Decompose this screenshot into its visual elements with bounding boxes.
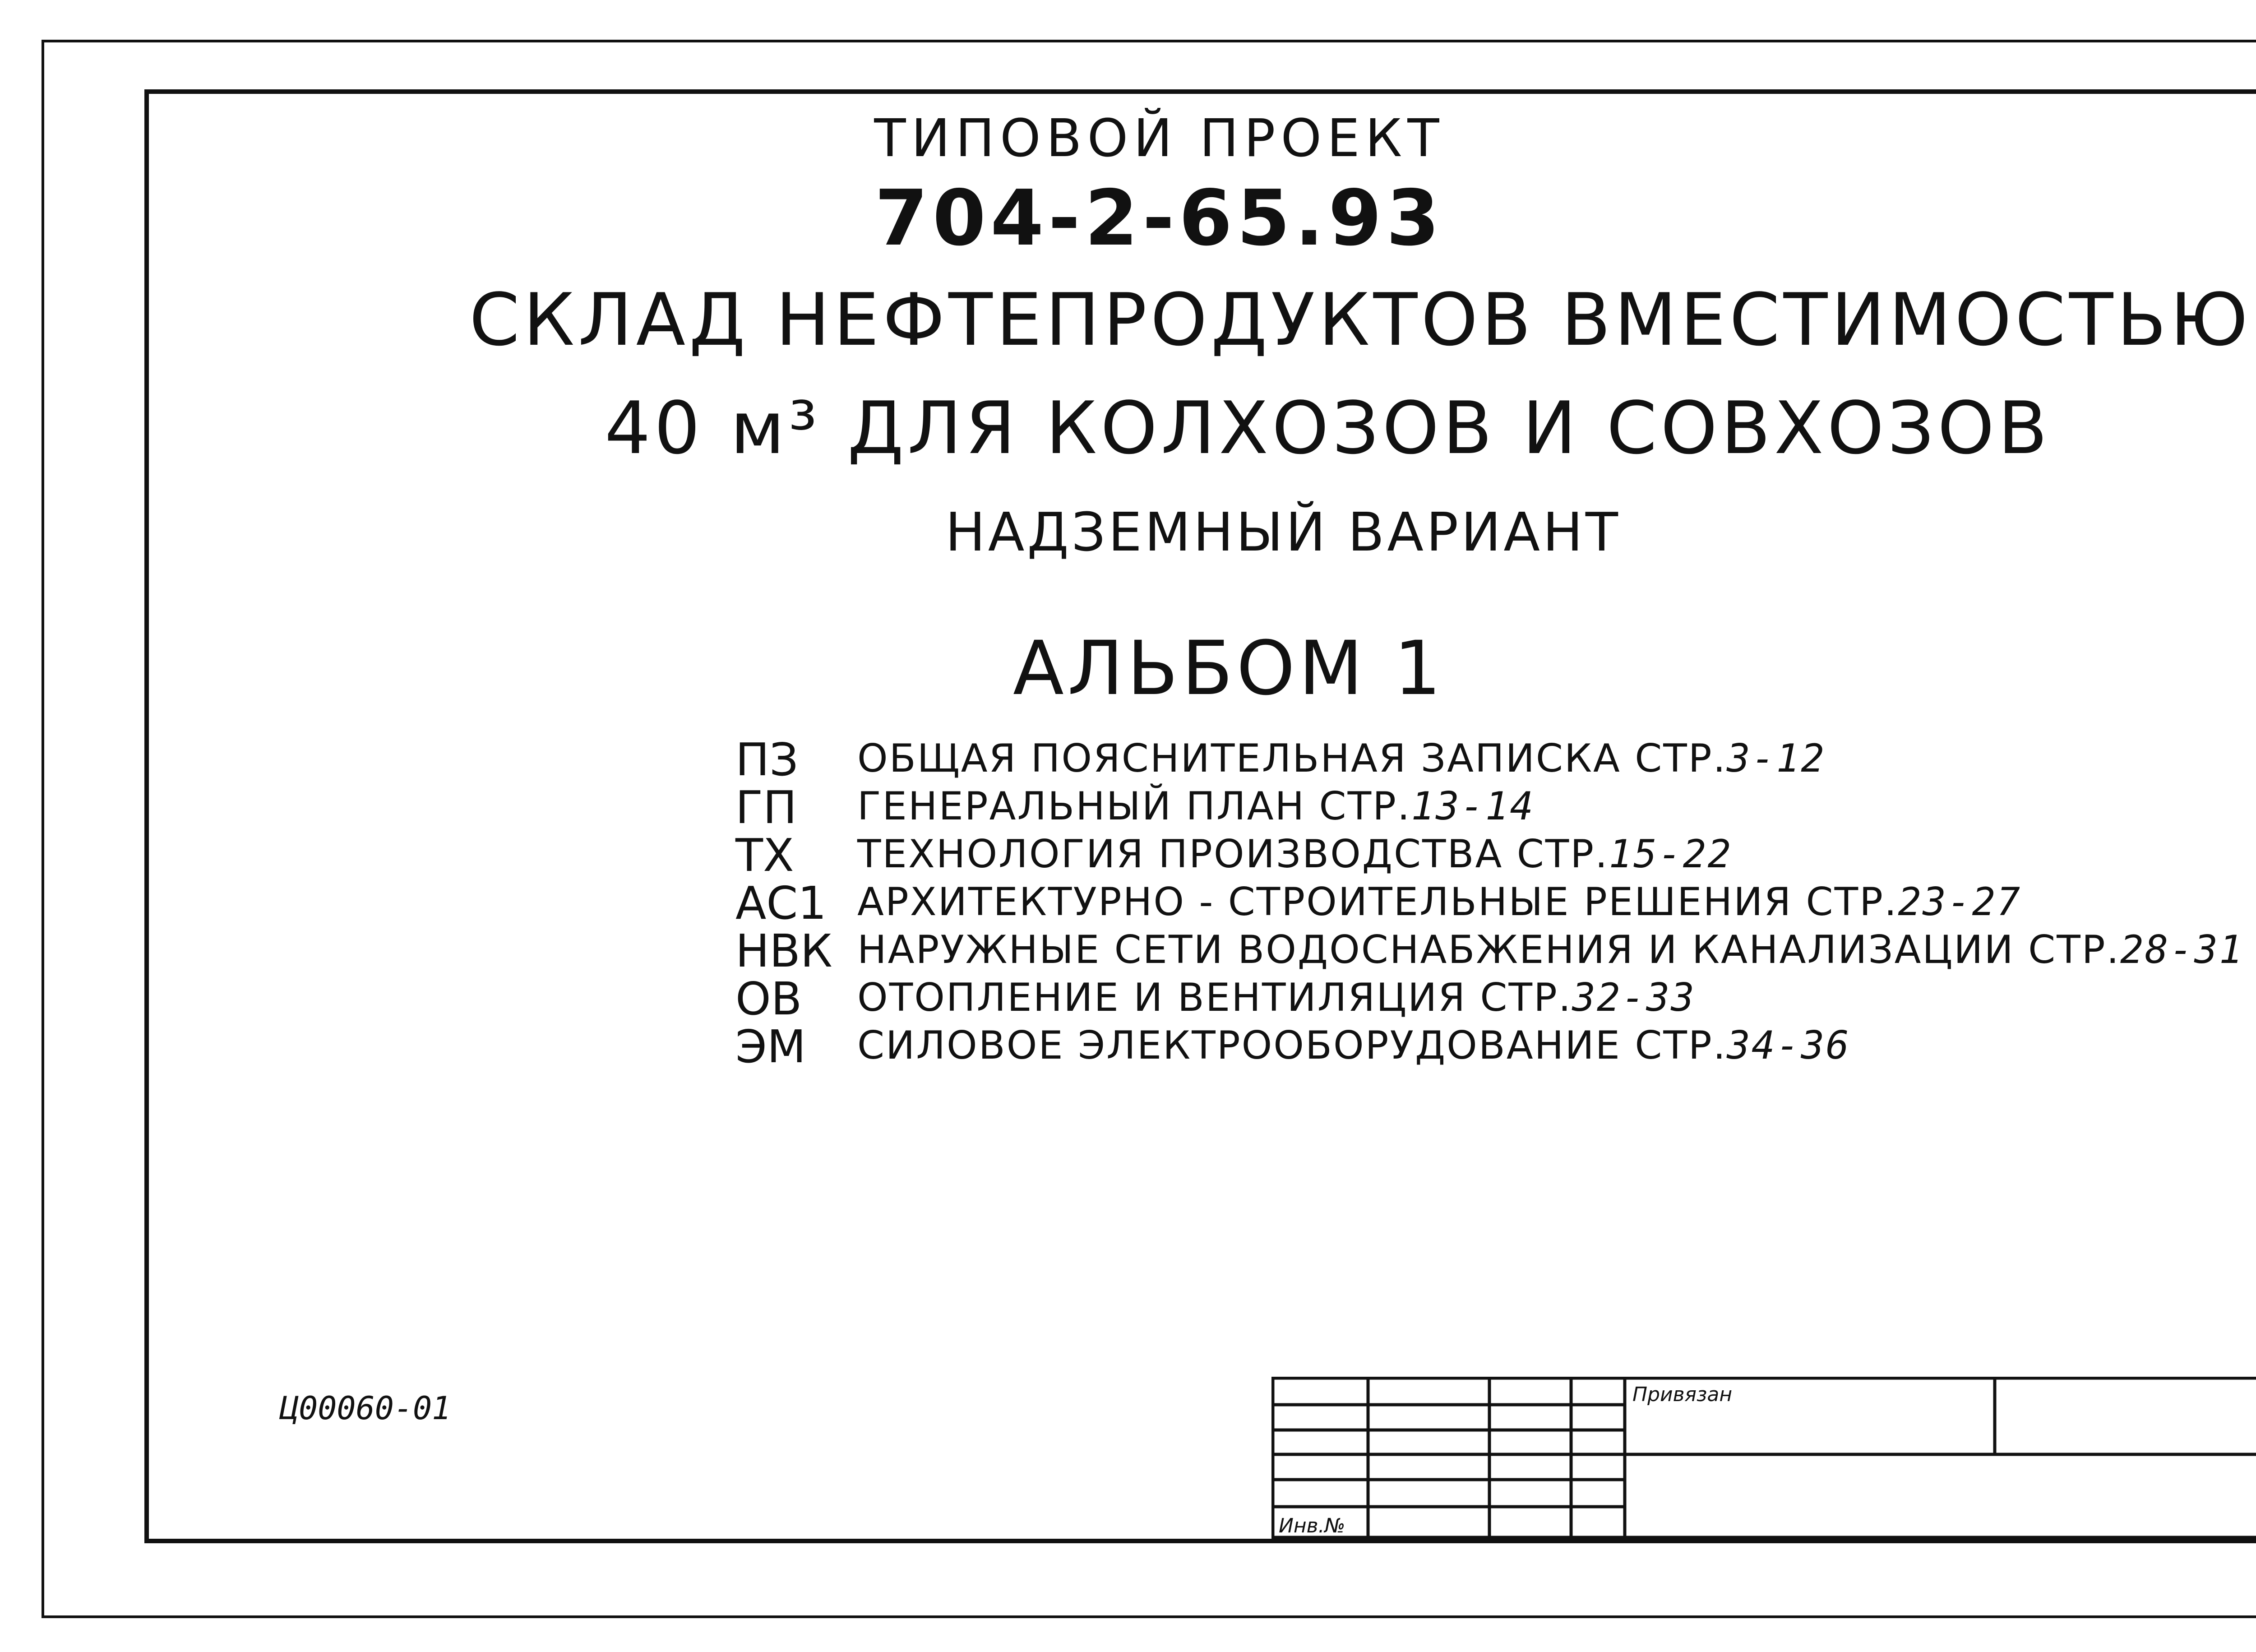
section-pages: 13-14 <box>1411 784 1535 829</box>
section-title: ОТОПЛЕНИЕ И ВЕНТИЛЯЦИЯ СТР. <box>857 975 1572 1020</box>
section-title: ТЕХНОЛОГИЯ ПРОИЗВОДСТВА СТР. <box>857 832 1609 877</box>
document-code: Ц00060-01 <box>280 1390 451 1427</box>
section-pages: 3-12 <box>1727 736 1826 781</box>
project-label: ТИПОВОЙ ПРОЕКТ <box>874 108 1445 169</box>
section-code: ЭМ <box>735 1020 806 1073</box>
section-pages: 28-31 <box>2120 927 2244 972</box>
title-block-stamp <box>1271 1377 2256 1539</box>
section-code: НВК <box>735 925 832 977</box>
section-title: ГЕНЕРАЛЬНЫЙ ПЛАН СТР. <box>857 784 1411 829</box>
section-code: ПЗ <box>735 733 799 786</box>
stamp-bound-label: Привязан <box>1632 1383 1733 1406</box>
section-title: АРХИТЕКТУРНО - СТРОИТЕЛЬНЫЕ РЕШЕНИЯ СТР. <box>857 879 1898 925</box>
stamp-inventory-label: Инв.№ <box>1279 1514 1345 1537</box>
section-code: ГП <box>735 781 797 834</box>
section-code: ТХ <box>735 829 794 882</box>
title-line-2: 40 м³ ДЛЯ КОЛХОЗОВ И СОВХОЗОВ <box>605 386 2051 470</box>
section-code: АС1 <box>735 877 827 930</box>
section-pages: 34-36 <box>1727 1023 1851 1068</box>
section-code: ОВ <box>735 972 802 1025</box>
section-pages: 23-27 <box>1898 879 2022 925</box>
section-title: НАРУЖНЫЕ СЕТИ ВОДОСНАБЖЕНИЯ И КАНАЛИЗАЦИИ СТР. <box>857 927 2120 972</box>
section-title: ОБЩАЯ ПОЯСНИТЕЛЬНАЯ ЗАПИСКА СТР. <box>857 736 1727 781</box>
stamp-grid <box>1271 1377 2256 1539</box>
section-pages: 32-33 <box>1572 975 1696 1020</box>
section-pages: 15-22 <box>1609 832 1733 877</box>
album-label: АЛЬБОМ 1 <box>1013 625 1445 712</box>
section-title: СИЛОВОЕ ЭЛЕКТРООБОРУДОВАНИЕ СТР. <box>857 1023 1727 1068</box>
variant-label: НАДЗЕМНЫЙ ВАРИАНТ <box>945 501 1621 563</box>
project-number: 704-2-65.93 <box>874 174 1444 263</box>
title-line-1: СКЛАД НЕФТЕПРОДУКТОВ ВМЕСТИМОСТЬЮ <box>469 278 2252 362</box>
